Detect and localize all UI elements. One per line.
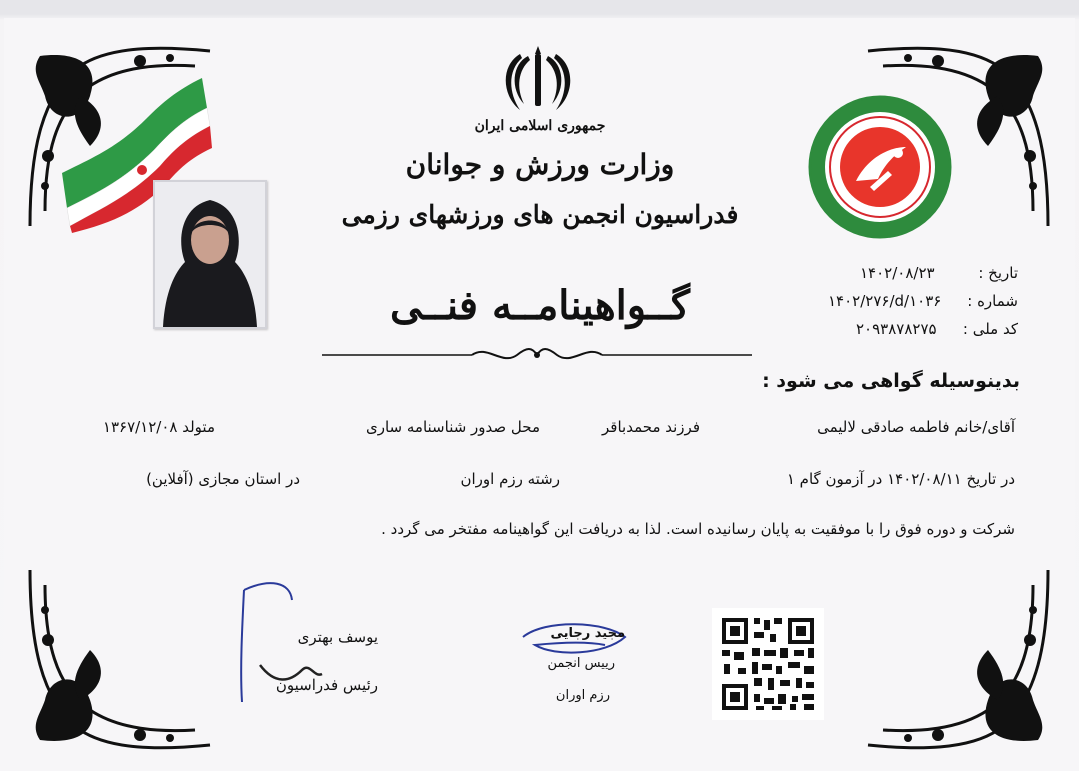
center-signer-title: رییس انجمن <box>547 656 615 671</box>
field-name: رشته رزم اوران <box>460 470 560 488</box>
center-signer-field: رزم اوران <box>555 688 610 703</box>
applicant-photo <box>153 180 267 329</box>
national-id-label: کد ملی : <box>962 320 1018 338</box>
date-value: ۱۴۰۲/۰۸/۲۳ <box>860 264 935 282</box>
left-signer-name: یوسف بهتری <box>297 628 378 646</box>
qr-code <box>712 608 824 720</box>
birthplace: محل صدور شناسنامه ساری <box>365 418 540 436</box>
qr-code-icon <box>712 608 824 720</box>
province: در استان مجازی (آفلاین) <box>146 470 300 488</box>
father-name: فرزند محمدباقر <box>602 418 700 436</box>
federation-name: فدراسیون انجمن های ورزشهای رزمی <box>341 200 739 229</box>
intro-text: بدینوسیله گواهی می شود : <box>762 370 1020 392</box>
holder-name: آقای/خانم فاطمه صادقی لالیمی <box>817 418 1015 436</box>
ornament-bottom-right-icon <box>858 560 1058 760</box>
birthdate: متولد ۱۳۶۷/۱۲/۰۸ <box>102 418 215 436</box>
date-label: تاریخ : <box>978 264 1018 282</box>
national-id-value: ۲۰۹۳۸۷۸۲۷۵ <box>856 320 937 338</box>
closing-statement: شرکت و دوره فوق را با موفقیت به پایان رسانیده است. لذا به دریافت این گواهینامه مفتخر می گردد . <box>381 520 1015 538</box>
left-signer-title: رئیس فدراسیون <box>275 676 378 694</box>
number-label: شماره : <box>967 292 1018 310</box>
ministry-name: وزارت ورزش و جوانان <box>405 148 675 181</box>
divider-flourish-icon <box>322 342 752 368</box>
emblem-icon <box>502 44 574 112</box>
exam-info: در تاریخ ۱۴۰۲/۰۸/۱۱ در آزمون گام ۱ <box>786 470 1015 488</box>
ornament-bottom-left-icon <box>20 560 220 760</box>
certificate-title: گــواهینامــه فنــی <box>390 282 690 329</box>
federation-logo-icon <box>808 95 953 240</box>
country-name: جمهوری اسلامی ایران <box>474 118 606 134</box>
center-signer-name: مجید رجایی <box>550 626 625 641</box>
number-value: ۱۴۰۲/۲۷۶/d/۱۰۳۶ <box>828 292 942 310</box>
person-photo-icon <box>155 182 265 327</box>
